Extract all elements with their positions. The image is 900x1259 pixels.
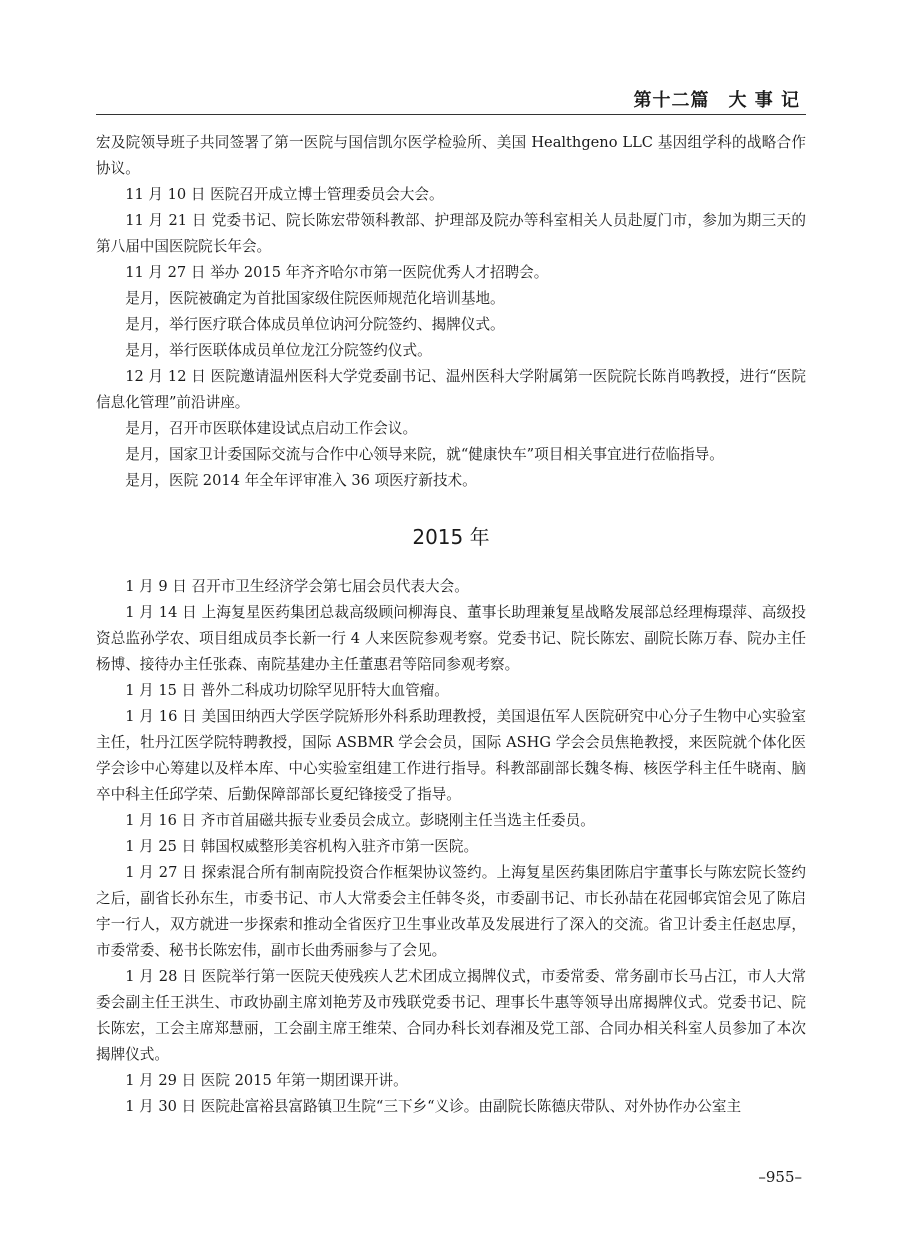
entry-paragraph: 是月，医院被确定为首批国家级住院医师规范化培训基地。 [125, 290, 505, 307]
entry-paragraph: 1 月 30 日 医院赴富裕县富路镇卫生院“三下乡“义诊。由副院长陈德庆带队、对外协作办公室主 [125, 1098, 742, 1115]
entry-paragraph: 11 月 27 日 举办 2015 年齐齐哈尔市第一医院优秀人才招聘会。 [125, 264, 549, 281]
entry-paragraph: 是月，举行医疗联合体成员单位讷河分院签约、揭牌仪式。 [125, 316, 505, 333]
entry-paragraph: 1 月 28 日 医院举行第一医院天使残疾人艺术团成立揭牌仪式，市委常委、常务副市长马占江，市人大常委会副主任王洪生、市政协副主席刘艳芳及市残联党委书记、理事长牛惠等领导出席揭牌仪式。党委书记、院长陈宏，工会主席郑慧丽，工会副主席王维荣、合同办科长刘春湘及党工部、合同办相关科室人员参加了本次揭牌仪式。 [96, 968, 806, 1063]
page-number: –955– [758, 1168, 802, 1186]
entry-paragraph: 宏及院领导班子共同签署了第一医院与国信凯尔医学检验所、美国 Healthgeno LLC 基因组学科的战略合作协议。 [96, 134, 806, 177]
page-body [96, 130, 806, 1120]
year-heading: 2015 年 [412, 525, 490, 549]
section-2014-entries [96, 130, 806, 494]
entry-paragraph: 是月，医院 2014 年全年评审准入 36 项医疗新技术。 [125, 472, 477, 489]
entry-paragraph: 1 月 16 日 美国田纳西大学医学院矫形外科系助理教授，美国退伍军人医院研究中心分子生物中心实验室主任，牡丹江医学院特聘教授，国际 ASBMR 学会会员，国际 ASHG 学会会员焦艳教授，来医院就个体化医学会诊中心筹建以及样本库、中心实验室组建工作进行指导。科教部副部长魏冬梅、核医学科主任牛晓南、脑卒中科主任邱学荣、后勤保障部部长夏纪锋接受了指导。 [96, 708, 806, 803]
entry-paragraph: 11 月 10 日 医院召开成立博士管理委员会大会。 [125, 186, 444, 203]
running-header [96, 84, 806, 114]
entry-paragraph: 是月，召开市医联体建设试点启动工作会议。 [125, 420, 418, 437]
section-2015-entries [96, 574, 806, 1120]
entry-paragraph: 1 月 14 日 上海复星医药集团总裁高级顾问柳海良、董事长助理兼复星战略发展部总经理梅璟萍、高级投资总监孙学农、项目组成员李长新一行 4 人来医院参观考察。党委书记、院长陈宏、副院长陈万春、院办主任杨博、接待办主任张森、南院基建办主任董惠君等陪同参观考察。 [96, 604, 806, 673]
entry-paragraph: 1 月 25 日 韩国权威整形美容机构入驻齐市第一医院。 [125, 838, 479, 855]
entry-paragraph: 是月，国家卫计委国际交流与合作中心领导来院，就“健康快车”项目相关事宜进行莅临指导。 [125, 446, 724, 463]
entry-paragraph: 1 月 9 日 召开市卫生经济学会第七届会员代表大会。 [125, 578, 469, 595]
entry-paragraph: 1 月 15 日 普外二科成功切除罕见肝特大血管瘤。 [125, 682, 449, 699]
entry-paragraph: 12 月 12 日 医院邀请温州医科大学党委副书记、温州医科大学附属第一医院院长陈肖鸣教授，进行“医院信息化管理”前沿讲座。 [96, 368, 806, 411]
entry-paragraph: 是月，举行医联体成员单位龙江分院签约仪式。 [125, 342, 432, 359]
entry-paragraph: 11 月 21 日 党委书记、院长陈宏带领科教部、护理部及院办等科室相关人员赴厦门市，参加为期三天的第八届中国医院院长年会。 [96, 212, 806, 255]
entry-paragraph: 1 月 27 日 探索混合所有制南院投资合作框架协议签约。上海复星医药集团陈启宇董事长与陈宏院长签约之后，副省长孙东生，市委书记、市人大常委会主任韩冬炎，市委副书记、市长孙喆在花园邨宾馆会见了陈启宇一行人，双方就进一步探索和推动全省医疗卫生事业改革及发展进行了深入的交流。省卫计委主任赵忠厚，市委常委、秘书长陈宏伟，副市长曲秀丽参与了会见。 [96, 864, 806, 959]
header-divider [96, 114, 806, 115]
entry-paragraph: 1 月 29 日 医院 2015 年第一期团课开讲。 [125, 1072, 408, 1089]
chapter-title: 第十二篇 大 事 记 [633, 90, 800, 111]
entry-paragraph: 1 月 16 日 齐市首届磁共振专业委员会成立。彭晓刚主任当选主任委员。 [125, 812, 595, 829]
